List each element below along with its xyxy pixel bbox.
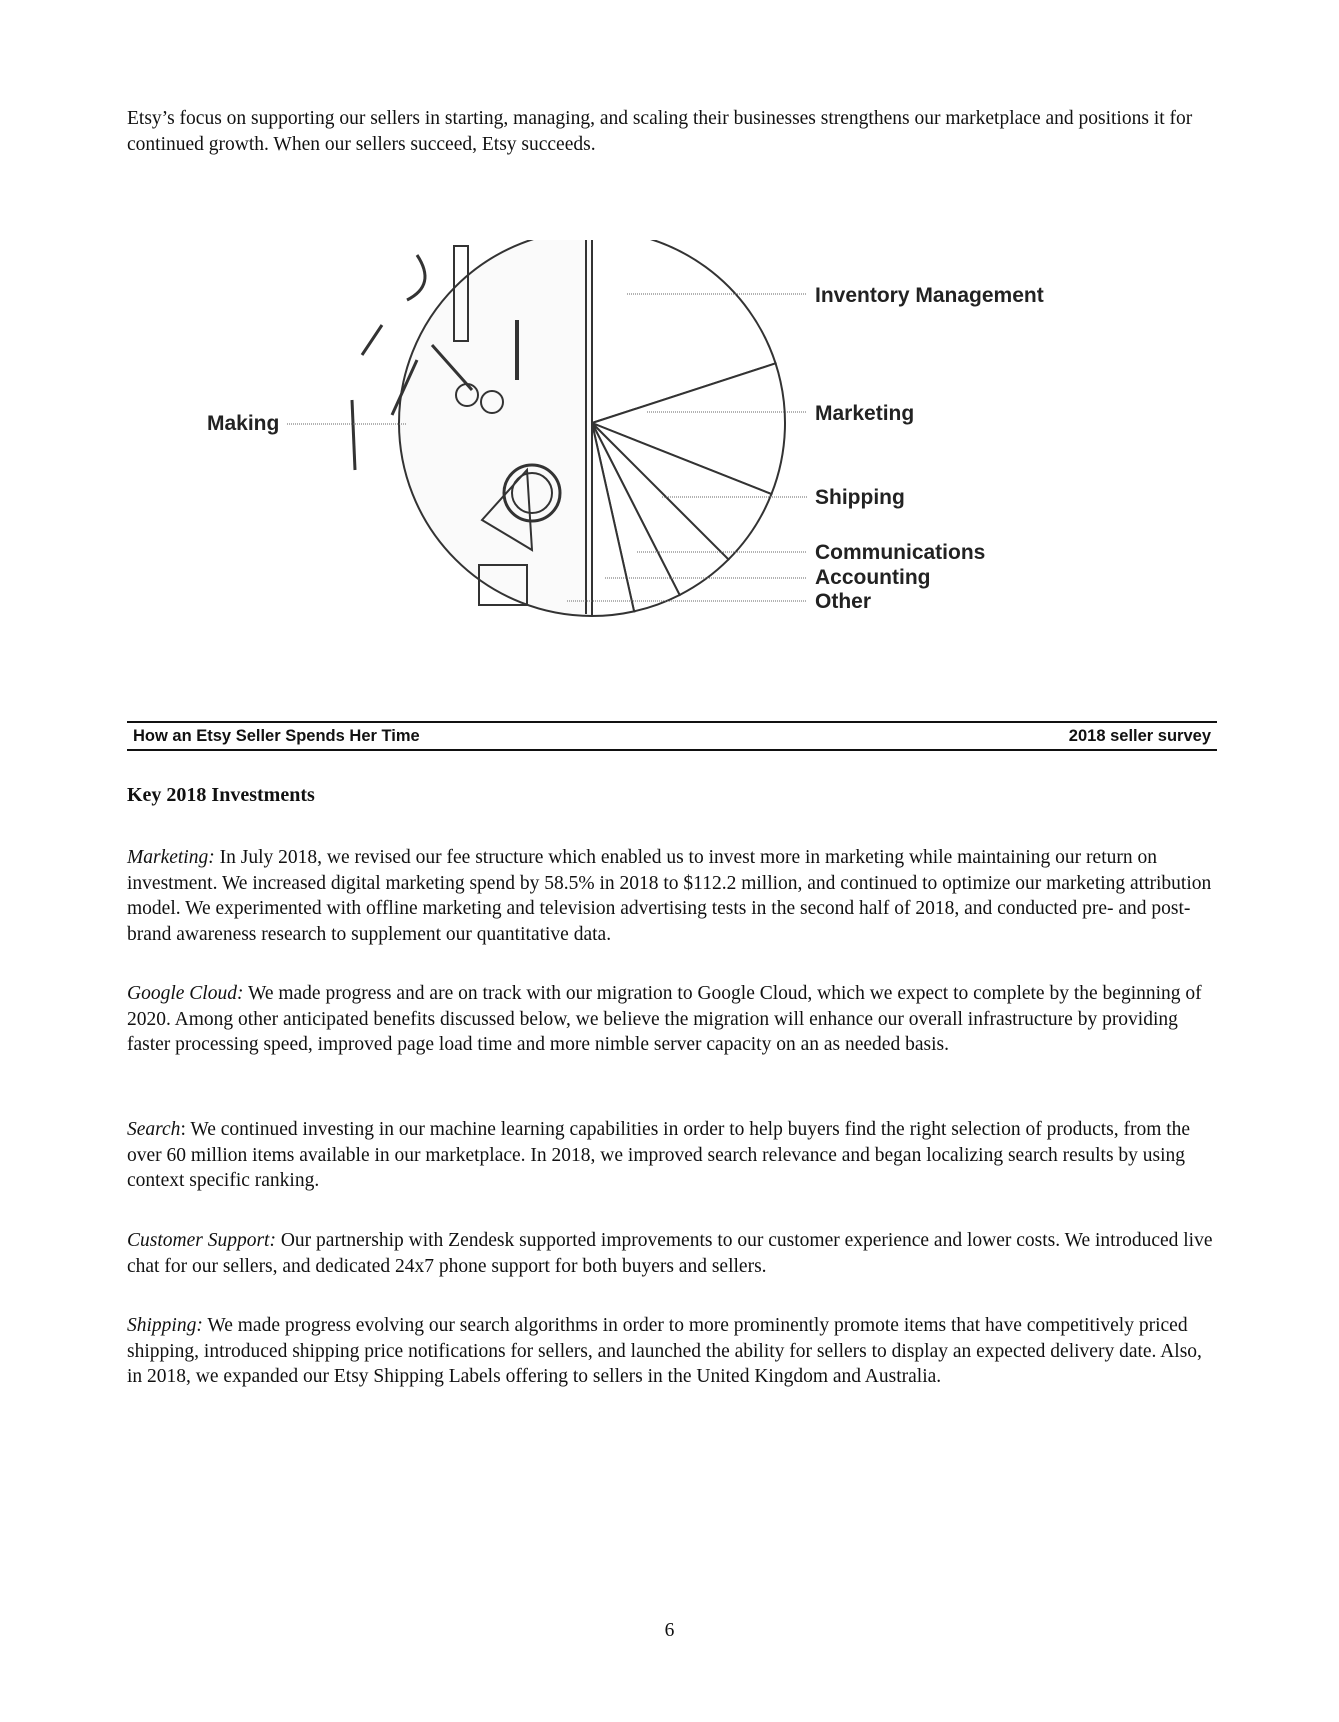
paragraph-text: We made progress and are on track with our migration to Google Cloud, which we expect to complete by the beginning of 2020. Among other anticipated benefits discussed below, we believe the migration will enhance our overall infrastructure by providing faster processing speed, improved page load time and more nimble server capacity on an as needed basis. (127, 983, 1202, 1055)
chart-title: How an Etsy Seller Spends Her Time (133, 727, 420, 745)
paragraph-shipping (127, 1313, 1217, 1390)
illustration-shape (407, 255, 425, 300)
paragraph-text: Our partnership with Zendesk supported improvements to our customer experience and lower costs. We introduced live chat for our sellers, and dedicated 24x7 phone support for both buyers and sellers. (127, 1230, 1213, 1277)
page-number: 6 (664, 1620, 675, 1641)
paragraph-marketing (127, 845, 1217, 947)
paragraph-lead: Google Cloud: (127, 983, 244, 1004)
pie-slice (399, 240, 592, 616)
figure-caption-bar (127, 721, 1217, 751)
intro-paragraph: Etsy’s focus on supporting our sellers in starting, managing, and scaling their businesses strengthens our marketplace and positions it for continued growth. When our sellers succeed, Etsy succeeds. (127, 108, 1193, 155)
paragraph-search (127, 1117, 1217, 1194)
paragraph-lead: Customer Support: (127, 1230, 276, 1251)
slice-label: Inventory Management (815, 284, 1044, 307)
paragraph-customer-support (127, 1228, 1217, 1279)
paragraph-text: In July 2018, we revised our fee structure which enabled us to invest more in marketing while maintaining our return on investment. We increased digital marketing spend by 58.5% in 2018 to $112.2 million, and continued to optimize our marketing attribution model. We experimented with offline marketing and television advertising tests in the second half of 2018, and conducted pre- and post-brand awareness research to supplement our quantitative data. (127, 847, 1212, 945)
paragraph-google-cloud (127, 981, 1217, 1058)
paragraph-text: We made progress evolving our search algorithms in order to more prominently promote items that have competitively priced shipping, introduced shipping price notifications for sellers, and launched the ability for sellers to display an expected delivery date. Also, in 2018, we expanded our Etsy Shipping Labels offering to sellers in the United Kingdom and Australia. (127, 1315, 1202, 1387)
paragraph-lead: Shipping: (127, 1315, 203, 1336)
illustration-shape (352, 400, 355, 470)
paragraph-lead: Search (127, 1119, 181, 1140)
section-heading: Key 2018 Investments (127, 784, 315, 806)
paragraph-lead: Marketing: (127, 847, 215, 868)
slice-label: Marketing (815, 402, 915, 425)
pie-chart (127, 240, 1217, 680)
paragraph-text: : We continued investing in our machine learning capabilities in order to help buyers find the right selection of products, from the over 60 million items available in our marketplace. In 2018, we improved search relevance and began localizing search results by using context specific ranking. (127, 1119, 1191, 1191)
slice-label: Other (815, 590, 872, 613)
illustration-shape (362, 325, 382, 355)
slice-label: Communications (815, 541, 986, 564)
slice-label: Making (207, 412, 280, 435)
slice-label: Shipping (815, 486, 905, 509)
seller-time-figure (127, 240, 1217, 680)
slice-label: Accounting (815, 566, 931, 589)
chart-source: 2018 seller survey (1068, 727, 1211, 745)
